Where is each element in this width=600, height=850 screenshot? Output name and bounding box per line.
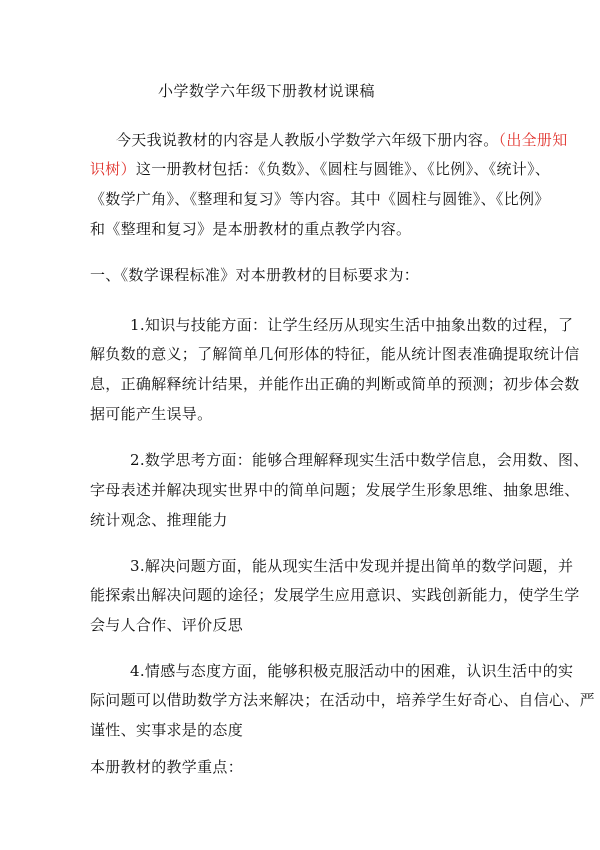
intro-text: 今天我说教材的内容是人教版小学数学六年级下册内容。 (116, 131, 499, 149)
item3-line-1: 3.解决问题方面，能从现实生活中发现并提出简单的数学问题，并 (130, 557, 574, 575)
item4-line-2: 际问题可以借助数学方法来解决；在活动中，培养学生好奇心、自信心、严 (90, 691, 595, 709)
intro-line-2 (90, 158, 550, 179)
item2-line-1: 2.数学思考方面：能够合理解释现实生活中数学信息，会用数、图、 (130, 451, 589, 469)
section-heading-goals: 一、《数学课程标准》对本册教材的目标要求为： (90, 266, 420, 284)
intro-line-4: 和《整理和复习》是本册教材的重点教学内容。 (90, 220, 412, 238)
item1-line-1: 1.知识与技能方面：让学生经历从现实生活中抽象出数的过程，了 (130, 316, 574, 334)
document-title: 小学数学六年级下册教材说课稿 (158, 82, 376, 100)
item3-line-2: 能探索出解决问题的途径；发展学生应用意识、实践创新能力，使学生学 (90, 586, 580, 604)
item4-line-1: 4.情感与态度方面，能够积极克服活动中的困难，认识生活中的实 (130, 662, 574, 680)
item2-line-3: 统计观念、推理能力 (90, 511, 228, 529)
item1-line-3: 息，正确解释统计结果，并能作出正确的判断或简单的预测；初步体会数 (90, 375, 580, 393)
intro-red-note-cont: 识树） (90, 160, 136, 178)
intro-text-cont: 这一册教材包括：《负数》、《圆柱与圆锥》、《比例》、《统计》、 (135, 160, 551, 178)
item4-line-3: 谨性、实事求是的态度 (90, 721, 244, 739)
item2-line-2: 字母表述并解决现实世界中的简单问题；发展学生形象思维、抽象思维、 (90, 481, 580, 499)
item1-line-2: 解负数的意义；了解简单几何形体的特征，能从统计图表准确提取统计信 (90, 345, 580, 363)
intro-red-note: （出全册知 (498, 131, 568, 149)
item3-line-3: 会与人合作、评价反思 (90, 616, 244, 634)
section-heading-key-points: 本册教材的教学重点： (90, 758, 244, 776)
item1-line-4: 据可能产生误导。 (90, 405, 213, 423)
intro-line-3: 《数学广角》、《整理和复习》等内容。其中《圆柱与圆锥》、《比例》 (90, 190, 550, 208)
intro-line-1 (116, 129, 568, 150)
